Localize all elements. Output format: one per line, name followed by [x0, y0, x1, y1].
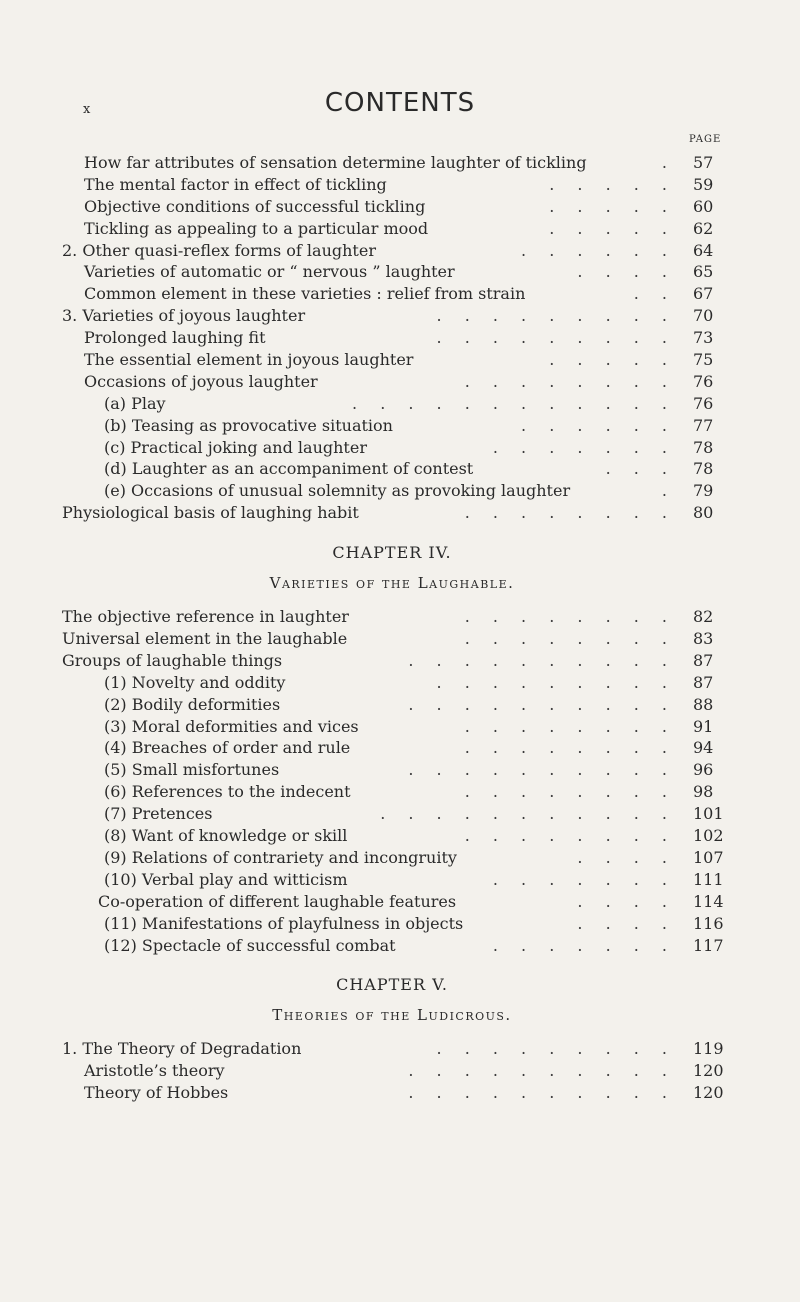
toc-entry [62, 935, 722, 957]
toc-entry [62, 371, 722, 393]
toc-dot-leader: . . . . . . . . . . [408, 1061, 676, 1081]
toc-section-chapter-iii-continued [62, 152, 722, 524]
toc-page-number: 59 [693, 174, 714, 194]
toc-entry [62, 283, 722, 305]
page-number-folio: x [83, 102, 91, 117]
toc-page-number: 80 [693, 503, 714, 523]
toc-page-number: 57 [693, 153, 714, 172]
toc-page-number: 73 [693, 328, 714, 348]
toc-page-number: 111 [693, 869, 724, 889]
toc-dot-leader: . . [633, 284, 676, 304]
toc-entry [62, 781, 722, 803]
toc-entry-title: (2) Bodily deformities [104, 694, 281, 714]
toc-page-number: 107 [693, 847, 724, 867]
toc-dot-leader: . . . . . [549, 218, 676, 238]
toc-page-number: 75 [693, 350, 714, 370]
toc-entry-title: Theory of Hobbes [84, 1083, 229, 1103]
toc-entry-title: (10) Verbal play and witticism [104, 869, 348, 889]
toc-entry [62, 1082, 722, 1104]
toc-dot-leader: . . . . . . . . [464, 629, 676, 649]
toc-section-chapter-iv [62, 606, 722, 956]
chapter-v-subtitle: Theories of the Ludicrous. [272, 1006, 512, 1025]
toc-dot-leader: . . . . [577, 262, 676, 282]
toc-dot-leader: . . . . . . . . . [436, 672, 676, 692]
toc-dot-leader: . . . . . . . . [464, 738, 676, 758]
toc-page-number: 102 [693, 826, 724, 846]
toc-entry [62, 240, 722, 262]
toc-dot-leader: . . . . . . . . [464, 371, 676, 391]
toc-page-number: 62 [693, 218, 714, 238]
toc-entry [62, 737, 722, 759]
toc-entry-title: Objective conditions of successful tickling [84, 196, 426, 216]
toc-dot-leader: . . . . . . . . . . [408, 1083, 676, 1103]
toc-entry-title: Occasions of joyous laughter [84, 371, 318, 391]
toc-dot-leader: . . . . . . . . . [436, 328, 676, 348]
toc-entry [62, 694, 722, 716]
toc-entry [62, 606, 722, 628]
toc-entry [62, 502, 722, 524]
toc-entry-title: 1. The Theory of Degradation [62, 1039, 302, 1059]
toc-entry [62, 1038, 722, 1060]
toc-dot-leader: . . . . . . . . . . [408, 650, 676, 670]
toc-entry-title: Varieties of automatic or “ nervous ” laughter [84, 262, 455, 282]
toc-entry [62, 196, 722, 218]
toc-page-number: 60 [693, 196, 714, 216]
toc-page-number: 96 [693, 760, 714, 780]
toc-dot-leader: . . . . . . . . . . . [380, 804, 676, 824]
toc-entry [62, 152, 722, 174]
toc-dot-leader: . . . . . . . . [464, 826, 676, 846]
toc-entry [62, 803, 722, 825]
toc-entry [62, 415, 722, 437]
toc-page-number: 88 [693, 694, 714, 714]
toc-entry [62, 437, 722, 459]
toc-entry [62, 349, 722, 371]
toc-entry [62, 891, 722, 913]
toc-entry-title: The mental factor in effect of tickling [84, 174, 387, 194]
toc-dot-leader: . . . . . . . [492, 935, 676, 955]
toc-dot-leader: . . . . [577, 891, 676, 911]
toc-entry-title: Physiological basis of laughing habit [62, 503, 359, 523]
toc-page-number: 116 [693, 913, 724, 933]
toc-entry [62, 1060, 722, 1082]
toc-entry-title: The objective reference in laughter [62, 607, 349, 627]
toc-entry-title: (4) Breaches of order and rule [104, 738, 351, 758]
toc-entry-title: Universal element in the laughable [62, 629, 348, 649]
toc-entry-title: Groups of laughable things [62, 650, 283, 670]
toc-page-number: 70 [693, 306, 714, 326]
chapter-v-heading: CHAPTER V. [336, 975, 448, 995]
toc-page-number: 82 [693, 607, 714, 627]
toc-entry-title: Common element in these varieties : relief from strain [84, 284, 526, 304]
toc-entry-title: (12) Spectacle of successful combat [104, 935, 396, 955]
table-of-contents [62, 152, 722, 1104]
toc-dot-leader: . . . . . . . . . . . . [352, 393, 676, 413]
toc-entry-title: (d) Laughter as an accompaniment of contest [104, 459, 474, 479]
toc-page-number: 76 [693, 393, 714, 413]
toc-entry [62, 305, 722, 327]
toc-entry-title: Aristotle’s theory [84, 1061, 225, 1081]
toc-entry [62, 261, 722, 283]
toc-entry-title: (8) Want of knowledge or skill [104, 826, 348, 846]
toc-page-number: 91 [693, 716, 714, 736]
toc-page-number: 119 [693, 1039, 724, 1059]
toc-entry-title: (9) Relations of contrariety and incongruity [104, 847, 457, 867]
toc-entry-title: How far attributes of sensation determine laughter of tickling [84, 153, 587, 172]
toc-entry [62, 650, 722, 672]
toc-entry [62, 458, 722, 480]
toc-entry-title: (b) Teasing as provocative situation [104, 415, 393, 435]
toc-dot-leader: . . . . . . . . [464, 782, 676, 802]
toc-page-number: 67 [693, 284, 714, 304]
toc-entry [62, 847, 722, 869]
toc-page-number: 64 [693, 240, 714, 260]
toc-entry [62, 759, 722, 781]
toc-page-number: 83 [693, 629, 714, 649]
toc-entry-title: (11) Manifestations of playfulness in objects [104, 913, 464, 933]
toc-entry-title: Prolonged laughing fit [84, 328, 266, 348]
toc-dot-leader: . . . . . . . . [464, 716, 676, 736]
toc-entry-title: The essential element in joyous laughter [84, 350, 414, 370]
toc-dot-leader: . . . . . . . [492, 869, 676, 889]
toc-dot-leader: . . . . . . . . . . [408, 760, 676, 780]
toc-page-number: 98 [693, 782, 714, 802]
toc-entry-title: (c) Practical joking and laughter [104, 437, 367, 457]
toc-entry [62, 393, 722, 415]
toc-page-number: 120 [693, 1061, 724, 1081]
toc-page-number: 77 [693, 415, 714, 435]
toc-dot-leader: . . . . . . [521, 415, 676, 435]
toc-page-number: 78 [693, 437, 714, 457]
chapter-iv-heading: CHAPTER IV. [332, 543, 452, 563]
toc-entry-title: (3) Moral deformities and vices [104, 716, 359, 736]
toc-entry-title: (5) Small misfortunes [104, 760, 280, 780]
toc-dot-leader: . . . . . [549, 174, 676, 194]
toc-entry [62, 218, 722, 240]
toc-entry-title: Co-operation of different laughable features [98, 891, 457, 911]
toc-dot-leader: . . . [605, 459, 676, 479]
toc-entry [62, 913, 722, 935]
toc-entry-title: (7) Pretences [104, 804, 213, 824]
toc-page-number: 117 [693, 935, 724, 955]
toc-page-number: 76 [693, 371, 714, 391]
toc-entry [62, 869, 722, 891]
toc-entry-title: (6) References to the indecent [104, 782, 351, 802]
page-column-label: PAGE [689, 134, 722, 145]
toc-section-chapter-v [62, 1038, 722, 1104]
toc-page-number: 101 [693, 804, 724, 824]
toc-entry [62, 628, 722, 650]
toc-page-number: 87 [693, 650, 714, 670]
toc-page-number: 65 [693, 262, 714, 282]
toc-dot-leader: . . . . . . . [492, 437, 676, 457]
toc-dot-leader: . . . . . . . . . [436, 306, 676, 326]
toc-dot-leader: . . . . . [549, 350, 676, 370]
toc-dot-leader: . . . . . . . . . [436, 1039, 676, 1059]
toc-dot-leader: . . . . . . . . [464, 503, 676, 523]
toc-dot-leader: . [661, 153, 676, 172]
toc-dot-leader: . . . . . [549, 196, 676, 216]
toc-page-number: 120 [693, 1083, 724, 1103]
toc-dot-leader: . . . . . . . . [464, 607, 676, 627]
toc-dot-leader: . . . . . . . . . . [408, 694, 676, 714]
toc-entry [62, 480, 722, 502]
toc-entry-title: (1) Novelty and oddity [104, 672, 286, 692]
running-head: CONTENTS [324, 88, 476, 118]
toc-page-number: 87 [693, 672, 714, 692]
toc-entry [62, 327, 722, 349]
toc-entry-title: Tickling as appealing to a particular mood [84, 218, 429, 238]
toc-entry-title: 3. Varieties of joyous laughter [62, 306, 306, 326]
toc-page-number: 114 [693, 891, 724, 911]
toc-dot-leader: . . . . . . [521, 240, 676, 260]
toc-page-number: 78 [693, 459, 714, 479]
toc-entry-title: (e) Occasions of unusual solemnity as provoking laughter [104, 481, 571, 501]
chapter-iv-subtitle: Varieties of the Laughable. [269, 574, 515, 593]
toc-entry [62, 672, 722, 694]
toc-entry [62, 174, 722, 196]
toc-entry [62, 825, 722, 847]
toc-dot-leader: . . . . [577, 847, 676, 867]
toc-dot-leader: . [661, 481, 676, 501]
toc-page-number: 94 [693, 738, 714, 758]
toc-entry [62, 716, 722, 738]
toc-entry-title: (a) Play [104, 393, 166, 413]
toc-dot-leader: . . . . [577, 913, 676, 933]
toc-page-number: 79 [693, 481, 714, 501]
toc-entry-title: 2. Other quasi-reflex forms of laughter [62, 240, 376, 260]
